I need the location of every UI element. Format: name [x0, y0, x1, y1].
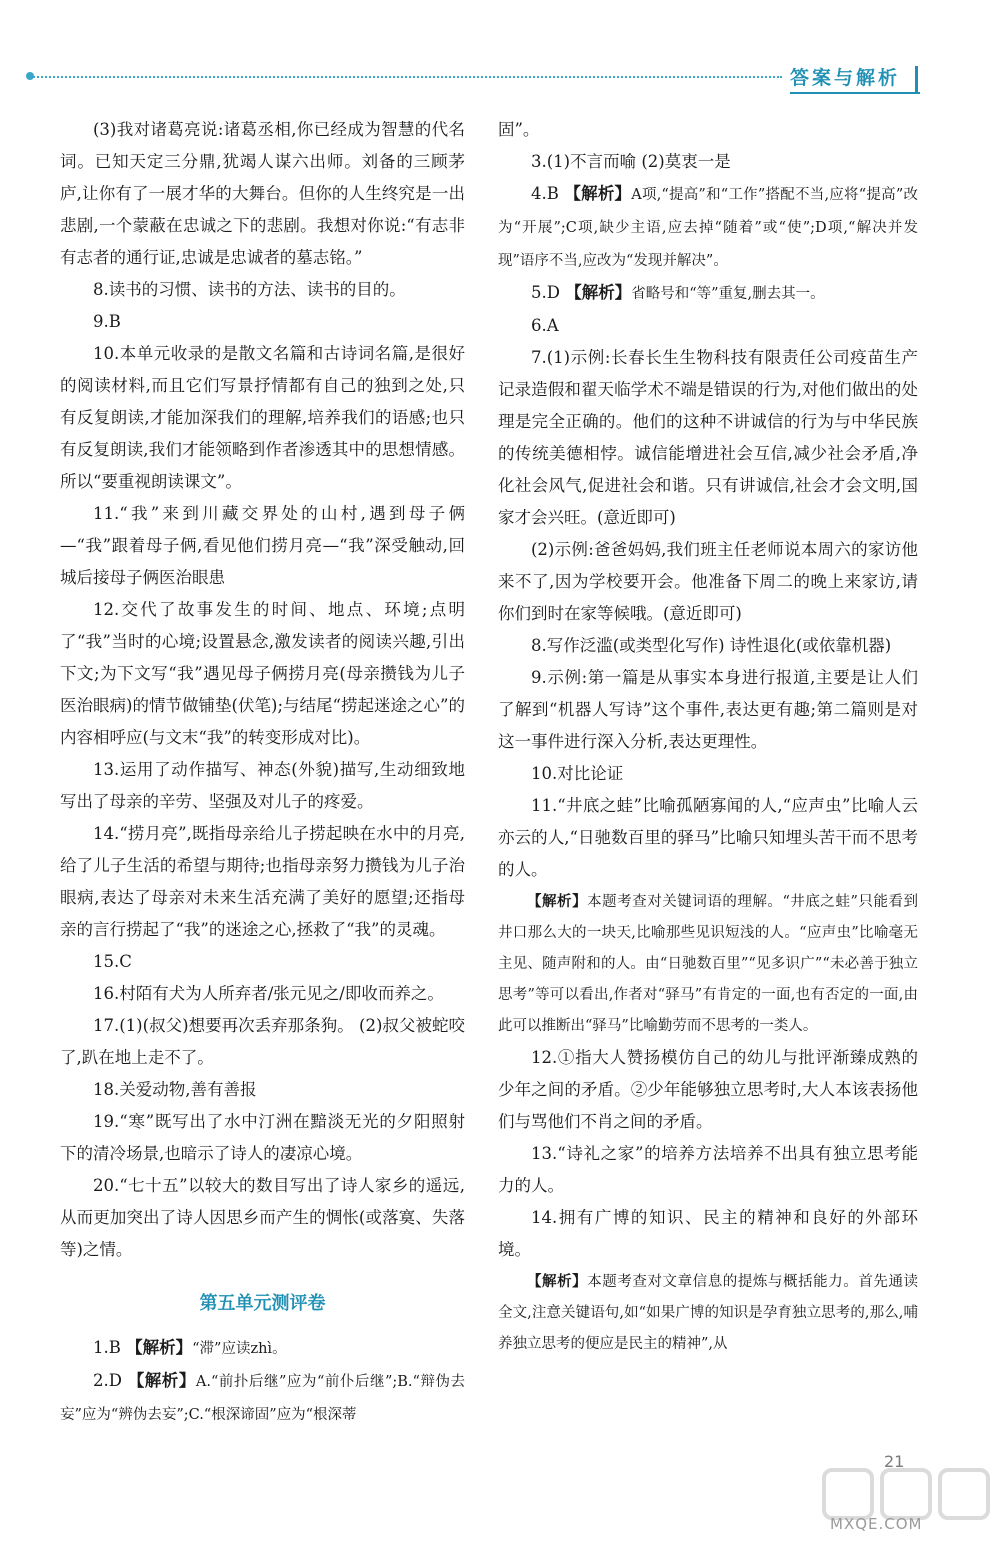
unit5-q2-continuation: 固”。: [498, 120, 540, 139]
unit5-q5-analysis: 省略号和“等”重复,删去其一。: [631, 286, 825, 302]
answer-11: 11.“我”来到川藏交界处的山村,遇到母子俩—“我”跟着母子俩,看见他们捞月亮—“我”深受触动,回城后接母子俩医治眼患: [60, 504, 465, 587]
unit5-q14-analysis: [498, 1266, 918, 1360]
unit5-answer-12: 12.①指大人赞扬模仿自己的幼儿与批评渐臻成熟的少年之间的矛盾。②少年能够独立思考时,大人本该表扬他们与骂他们不肖之间的矛盾。: [498, 1048, 918, 1131]
answer-7-3: (3)我对诸葛亮说:诸葛丞相,你已经成为智慧的代名词。已知天定三分鼎,犹竭人谋六出师。刘备的三顾茅庐,让你有了一展才华的大舞台。但你的人生终究是一出悲剧,一个蒙蔽在忠诚之下的悲剧。我想对你说:“有志非有志者的通行证,忠诚是忠诚者的墓志铭。”: [60, 120, 465, 267]
answer-19: 19.“寒”既写出了水中汀洲在黯淡无光的夕阳照射下的清冷场景,也暗示了诗人的凄凉心境。: [60, 1112, 465, 1163]
answer-8: 8.读书的习惯、读书的方法、读书的目的。: [93, 280, 406, 299]
section-title: 第五单元测评卷: [199, 1293, 326, 1314]
analysis-tag: 【解析】: [564, 184, 632, 203]
right-column: [498, 114, 918, 1360]
unit5-answer-4: [498, 178, 918, 277]
unit5-answer-11: 11.“井底之蛙”比喻孤陋寡闻的人,“应声虫”比喻人云亦云的人,“日驰数百里的驿马”比喻只知埋头苦干而不思考的人。: [498, 796, 918, 879]
answer-17: 17.(1)(叔父)想要再次丢弃那条狗。 (2)叔父被蛇咬了,趴在地上走不了。: [60, 1016, 465, 1067]
answer-9: 9.B: [93, 312, 121, 331]
unit5-q1-analysis: “滞”应读zhì。: [192, 1341, 287, 1357]
analysis-tag: 【解析】: [565, 283, 632, 302]
answer-13: 13.运用了动作描写、神态(外貌)描写,生动细致地写出了母亲的辛劳、坚强及对儿子的疼爱。: [60, 760, 465, 811]
unit5-q2-analysis: A.“前扑后继”应为“前仆后继”;B.“辩伪去妄”应为“辨伪去妄”;C.“根深谛固”应为“根深蒂: [60, 1374, 466, 1423]
unit5-answer-3: 3.(1)不言而喻 (2)莫衷一是: [531, 152, 731, 171]
unit5-answer-1: [60, 1332, 465, 1365]
unit5-answer-9: 9.示例:第一篇是从事实本身进行报道,主要是让人们了解到“机器人写诗”这个事件,表达更有趣;第二篇则是对这一事件进行深入分析,表达更理性。: [498, 668, 918, 751]
answer-15: 15.C: [93, 952, 132, 971]
left-column: [60, 114, 465, 1431]
unit5-q1-number: 1.B: [93, 1338, 121, 1357]
answer-16: 16.村陌有犬为人所弃者/张元见之/即收而养之。: [93, 984, 444, 1003]
unit5-answer-14: 14.拥有广博的知识、民主的精神和良好的外部环境。: [498, 1208, 918, 1259]
unit5-q14-analysis-text: 本题考查对文章信息的提炼与概括能力。首先通读全文,注意关键语句,如“如果广博的知识是孕育独立思考的,那么,哺养独立思考的便应是民主的精神”,从: [498, 1274, 919, 1352]
analysis-tag: 【解析】: [127, 1371, 196, 1390]
unit5-q11-analysis: [498, 886, 918, 1042]
unit5-q2-number: 2.D: [93, 1371, 122, 1390]
page-number: 21: [884, 1452, 905, 1471]
unit5-answer-8: 8.写作泛滥(或类型化写作) 诗性退化(或依靠机器): [531, 636, 892, 655]
unit5-q5-number: 5.D: [531, 283, 560, 302]
header-dotted-rule: [30, 76, 782, 78]
unit5-answer-10: 10.对比论证: [531, 764, 624, 783]
unit5-q11-analysis-text: 本题考查对关键词语的理解。“井底之蛙”只能看到井口那么大的一块天,比喻那些见识短浅的人。“应声虫”比喻毫无主见、随声附和的人。由“日驰数百里”“见多识广”“未必善于独立思考”等可以看出,作者对“驿马”有肯定的一面,也有否定的一面,由此可以推断出“驿马”比喻勤劳而不思考的一类人。: [498, 894, 919, 1034]
unit5-answer-6: 6.A: [531, 316, 559, 335]
answer-12: 12.交代了故事发生的时间、地点、环境;点明了“我”当时的心境;设置悬念,激发读者的阅读兴趣,引出下文;为下文写“我”遇见母子俩捞月亮(母亲攒钱为儿子医治眼病)的情节做铺垫(伏笔);与结尾“捞起迷途之心”的内容相呼应(与文末“我”的转变形成对比)。: [60, 600, 465, 747]
header-label: 答案与解析: [790, 64, 920, 94]
unit5-q4-analysis: A项,“提高”和“工作”搭配不当,应将“提高”改为“开展”;C项,缺少主语,应去掉“随着”或“使”;D项,“解决并发现”语序不当,应改为“发现并解决”。: [498, 187, 919, 269]
analysis-tag: 【解析】: [527, 893, 588, 910]
unit5-answer-7-1: 7.(1)示例:长春长生生物科技有限责任公司疫苗生产记录造假和翟天临学术不端是错误的行为,对他们做出的处理是完全正确的。他们的这种不讲诚信的行为与中华民族的传统美德相悖。诚信能增进社会互信,减少社会矛盾,净化社会风气,促进社会和谐。只有讲诚信,社会才会文明,国家才会兴旺。(意近即可): [498, 348, 918, 527]
unit5-answer-13: 13.“诗礼之家”的培养方法培养不出具有独立思考能力的人。: [498, 1144, 918, 1195]
unit5-answer-7-2: (2)示例:爸爸妈妈,我们班主任老师说本周六的家访他来不了,因为学校要开会。他准备下周二的晚上来家访,请你们到时在家等候哦。(意近即可): [498, 540, 918, 623]
answer-14: 14.“捞月亮”,既指母亲给儿子捞起映在水中的月亮,给了儿子生活的希望与期待;也指母亲努力攒钱为儿子治眼病,表达了母亲对未来生活充满了美好的愿望;还指母亲的言行捞起了“我”的迷途之心,拯救了“我”的灵魂。: [60, 824, 465, 939]
unit5-q4-number: 4.B: [531, 184, 559, 203]
unit5-answer-5: [498, 277, 918, 310]
unit5-answer-2: [60, 1365, 465, 1431]
answer-10: 10.本单元收录的是散文名篇和古诗词名篇,是很好的阅读材料,而且它们写景抒情都有自己的独到之处,只有反复朗读,才能加深我们的理解,培养我们的语感;也只有反复朗读,我们才能领略到作者渗透其中的思想情感。所以“要重视朗读课文”。: [60, 344, 465, 491]
answer-18: 18.关爱动物,善有善报: [93, 1080, 257, 1099]
analysis-tag: 【解析】: [126, 1338, 193, 1357]
answer-20: 20.“七十五”以较大的数目写出了诗人家乡的遥远,从而更加突出了诗人因思乡而产生的惆怅(或落寞、失落等)之情。: [60, 1176, 465, 1259]
analysis-tag: 【解析】: [527, 1273, 588, 1290]
watermark-text: MXQE.COM: [830, 1515, 923, 1533]
